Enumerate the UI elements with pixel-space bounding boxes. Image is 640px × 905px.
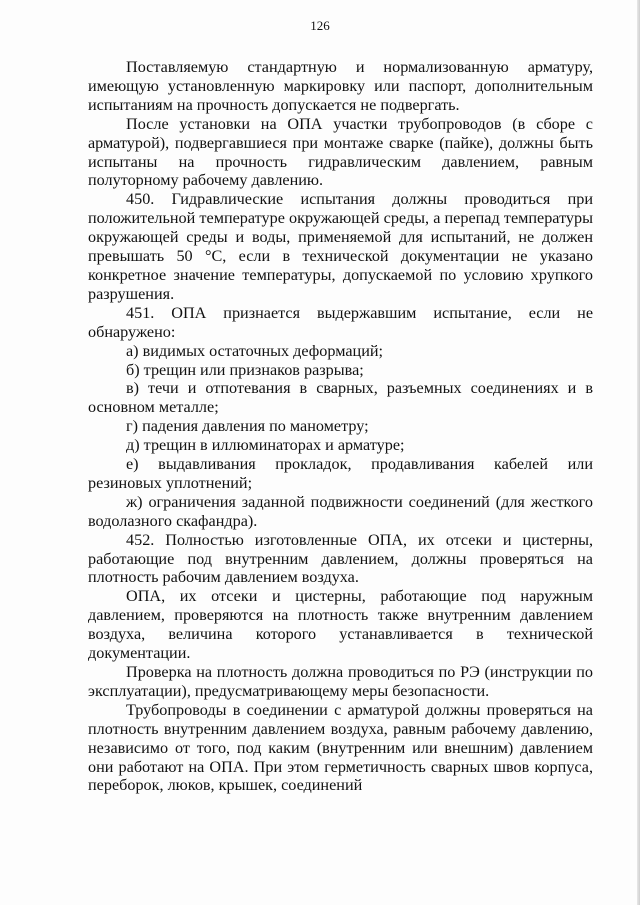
paragraph: 451. ОПА признается выдержавшим испытание, если не обнаружено:	[88, 303, 593, 341]
paragraph: Проверка на плотность должна проводиться по РЭ (инструкции по эксплуатации), предусматривающему меры безопасности.	[88, 663, 593, 700]
paragraph: После установки на ОПА участки трубопроводов (в сборе с арматурой), подвергавшиеся при монтаже сварке (пайке), должны быть испытаны на прочность гидравлическим давлением, равным полуторному рабочему давлению.	[88, 114, 593, 190]
paragraph: 450. Гидравлические испытания должны проводиться при положительной температуре окружающей среды, а перепад температуры окружающей среды и воды, применяемой для испытаний, не должен превышать 50 °С, если в технической документации не указано конкретное значение температуры, допускаемой по условию хрупкого разрушения.	[88, 190, 593, 303]
list-item: е) выдавливания прокладок, продавливания кабелей или резиновых уплотнений;	[88, 455, 593, 492]
list-item: б) трещин или признаков разрыва;	[126, 360, 364, 379]
list-item: а) видимых остаточных деформаций;	[126, 341, 384, 360]
list-item: в) течи и отпотевания в сварных, разъемных соединениях и в основном металле;	[88, 379, 593, 417]
paragraph: 452. Полностью изготовленные ОПА, их отсеки и цистерны, работающие под внутренним давлением, должны проверяться на плотность рабочим давлением воздуха.	[88, 530, 593, 587]
list-item: ж) ограничения заданной подвижности соединений (для жесткого водолазного скафандра).	[88, 492, 593, 530]
list-item: г) падения давления по манометру;	[126, 417, 369, 436]
paragraph: ОПА, их отсеки и цистерны, работающие под наружным давлением, проверяются на плотность также внутренним давлением воздуха, величина которого устанавливается в технической документации.	[88, 587, 593, 663]
paragraph: Трубопроводы в соединении с арматурой должны проверяться на плотность внутренним давлением воздуха, равным рабочему давлению, независимо от того, под каким (внутренним или внешним) давлением они работают на ОПА. При этом герметичность сварных швов корпуса, переборок, люков, крышек, соединений	[88, 700, 593, 795]
page-number: 126	[310, 18, 330, 33]
list-item: д) трещин в иллюминаторах и арматуре;	[126, 436, 405, 455]
paragraph: Поставляемую стандартную и нормализованную арматуру, имеющую установленную маркировку или паспорт, дополнительным испытаниям на прочность допускается не подвергать.	[88, 58, 593, 114]
document-body	[88, 58, 593, 795]
